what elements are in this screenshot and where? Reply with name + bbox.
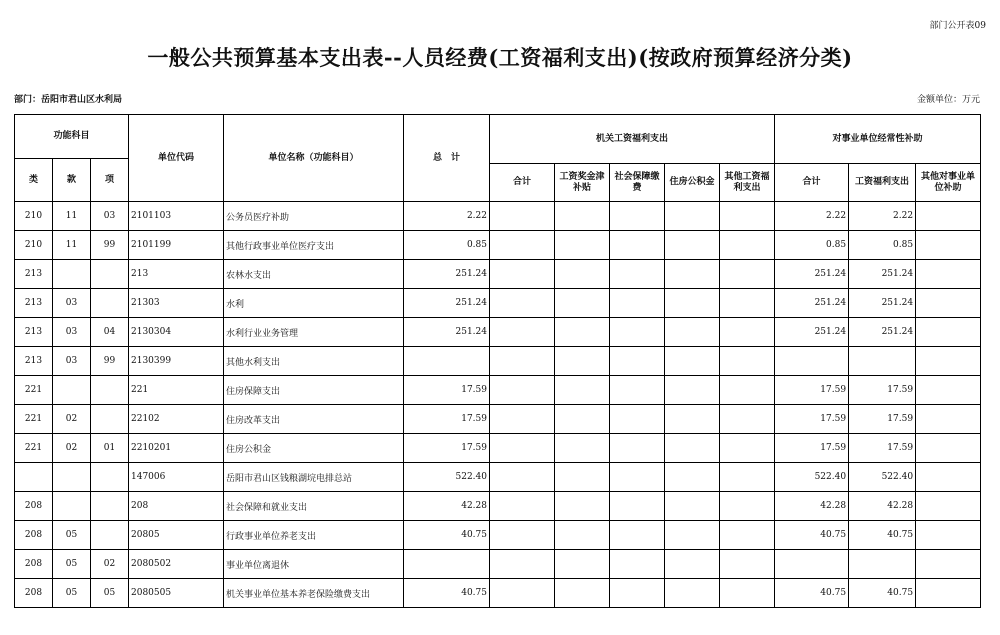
cell-total: 17.59 xyxy=(404,376,490,405)
cell-kuan: 11 xyxy=(53,202,91,231)
cell-org-salary xyxy=(555,347,610,376)
header-func-subject: 功能科目 xyxy=(15,115,129,159)
cell-inst-sum: 522.40 xyxy=(775,463,849,492)
cell-unit-name: 其他水利支出 xyxy=(224,347,404,376)
cell-inst-other xyxy=(916,289,981,318)
cell-org-social xyxy=(610,521,665,550)
cell-lei: 208 xyxy=(15,550,53,579)
cell-unit-name: 社会保障和就业支出 xyxy=(224,492,404,521)
cell-org-other xyxy=(720,202,775,231)
cell-lei xyxy=(15,463,53,492)
cell-inst-other xyxy=(916,202,981,231)
cell-org-sum xyxy=(490,289,555,318)
cell-total: 251.24 xyxy=(404,318,490,347)
cell-xiang xyxy=(91,260,129,289)
cell-inst-sum: 40.75 xyxy=(775,579,849,608)
cell-kuan xyxy=(53,463,91,492)
cell-inst-other xyxy=(916,550,981,579)
cell-org-sum xyxy=(490,376,555,405)
cell-unit-code: 208 xyxy=(129,492,224,521)
cell-org-social xyxy=(610,289,665,318)
cell-org-housing xyxy=(665,202,720,231)
table-row xyxy=(15,347,981,376)
cell-inst-other xyxy=(916,231,981,260)
cell-inst-sum xyxy=(775,347,849,376)
cell-inst-salary: 40.75 xyxy=(849,521,916,550)
cell-kuan: 05 xyxy=(53,521,91,550)
cell-lei: 210 xyxy=(15,202,53,231)
cell-kuan: 03 xyxy=(53,289,91,318)
header-org-salary-group: 机关工资福利支出 xyxy=(490,115,775,164)
cell-org-other xyxy=(720,579,775,608)
cell-kuan: 03 xyxy=(53,347,91,376)
cell-xiang: 99 xyxy=(91,347,129,376)
cell-unit-name: 岳阳市君山区钱粮湖垸电排总站 xyxy=(224,463,404,492)
cell-total: 40.75 xyxy=(404,521,490,550)
table-row xyxy=(15,202,981,231)
cell-org-other xyxy=(720,231,775,260)
cell-inst-sum: 251.24 xyxy=(775,318,849,347)
cell-total: 251.24 xyxy=(404,260,490,289)
cell-xiang xyxy=(91,521,129,550)
cell-inst-salary: 251.24 xyxy=(849,260,916,289)
cell-unit-code: 221 xyxy=(129,376,224,405)
cell-lei: 213 xyxy=(15,347,53,376)
cell-org-salary xyxy=(555,289,610,318)
cell-org-other xyxy=(720,376,775,405)
cell-org-housing xyxy=(665,318,720,347)
cell-unit-name: 机关事业单位基本养老保险缴费支出 xyxy=(224,579,404,608)
cell-lei: 221 xyxy=(15,405,53,434)
cell-org-salary xyxy=(555,521,610,550)
cell-org-housing xyxy=(665,521,720,550)
cell-inst-other xyxy=(916,260,981,289)
cell-inst-sum: 17.59 xyxy=(775,405,849,434)
cell-org-social xyxy=(610,579,665,608)
cell-org-sum xyxy=(490,202,555,231)
table-row xyxy=(15,260,981,289)
cell-inst-salary: 42.28 xyxy=(849,492,916,521)
cell-kuan: 05 xyxy=(53,550,91,579)
cell-org-sum xyxy=(490,318,555,347)
header-inst-subsidy-group: 对事业单位经常性补助 xyxy=(775,115,981,164)
cell-total: 2.22 xyxy=(404,202,490,231)
cell-unit-code: 2130399 xyxy=(129,347,224,376)
cell-org-salary xyxy=(555,405,610,434)
cell-org-social xyxy=(610,550,665,579)
cell-inst-other xyxy=(916,521,981,550)
cell-org-sum xyxy=(490,231,555,260)
cell-xiang: 02 xyxy=(91,550,129,579)
cell-total xyxy=(404,550,490,579)
cell-org-housing xyxy=(665,376,720,405)
cell-org-sum xyxy=(490,347,555,376)
cell-xiang: 03 xyxy=(91,202,129,231)
cell-org-social xyxy=(610,434,665,463)
header-unit-code: 单位代码 xyxy=(129,115,224,202)
cell-org-housing xyxy=(665,492,720,521)
cell-inst-other xyxy=(916,376,981,405)
cell-org-social xyxy=(610,492,665,521)
cell-unit-code: 2101103 xyxy=(129,202,224,231)
cell-unit-code: 2080502 xyxy=(129,550,224,579)
currency-unit-label: 金额单位：万元 xyxy=(916,95,980,105)
cell-unit-name: 事业单位离退休 xyxy=(224,550,404,579)
cell-lei: 208 xyxy=(15,521,53,550)
cell-org-housing xyxy=(665,463,720,492)
cell-unit-name: 公务员医疗补助 xyxy=(224,202,404,231)
table-row xyxy=(15,434,981,463)
header-lei: 类 xyxy=(15,159,53,202)
cell-org-sum xyxy=(490,405,555,434)
header-inst-salary: 工资福利支出 xyxy=(849,164,916,202)
page-title: 一般公共预算基本支出表--人员经费(工资福利支出)(按政府预算经济分类) xyxy=(147,45,853,70)
header-unit-name: 单位名称（功能科目） xyxy=(224,115,404,202)
cell-org-other xyxy=(720,521,775,550)
cell-org-social xyxy=(610,318,665,347)
cell-org-sum xyxy=(490,434,555,463)
cell-inst-salary: 2.22 xyxy=(849,202,916,231)
cell-unit-code: 22102 xyxy=(129,405,224,434)
cell-org-housing xyxy=(665,405,720,434)
cell-xiang: 04 xyxy=(91,318,129,347)
cell-org-salary xyxy=(555,202,610,231)
cell-unit-code: 2130304 xyxy=(129,318,224,347)
cell-org-sum xyxy=(490,463,555,492)
cell-org-other xyxy=(720,289,775,318)
cell-org-housing xyxy=(665,347,720,376)
cell-xiang: 05 xyxy=(91,579,129,608)
cell-org-salary xyxy=(555,434,610,463)
table-row xyxy=(15,318,981,347)
cell-kuan: 11 xyxy=(53,231,91,260)
table-row xyxy=(15,463,981,492)
cell-org-other xyxy=(720,318,775,347)
header-org-other: 其他工资福利支出 xyxy=(720,164,775,202)
cell-lei: 221 xyxy=(15,434,53,463)
cell-unit-name: 住房改革支出 xyxy=(224,405,404,434)
cell-unit-code: 20805 xyxy=(129,521,224,550)
cell-lei: 213 xyxy=(15,318,53,347)
cell-total: 251.24 xyxy=(404,289,490,318)
table-row xyxy=(15,405,981,434)
header-org-sum: 合计 xyxy=(490,164,555,202)
header-total: 总 计 xyxy=(404,115,490,202)
cell-org-sum xyxy=(490,521,555,550)
cell-org-social xyxy=(610,231,665,260)
cell-org-salary xyxy=(555,376,610,405)
cell-org-other xyxy=(720,405,775,434)
cell-inst-sum: 42.28 xyxy=(775,492,849,521)
cell-xiang xyxy=(91,405,129,434)
cell-inst-salary: 251.24 xyxy=(849,289,916,318)
cell-org-salary xyxy=(555,231,610,260)
header-org-salary: 工资奖金津补贴 xyxy=(555,164,610,202)
cell-kuan: 05 xyxy=(53,579,91,608)
cell-xiang: 99 xyxy=(91,231,129,260)
cell-org-housing xyxy=(665,260,720,289)
table-row xyxy=(15,492,981,521)
cell-unit-name: 农林水支出 xyxy=(224,260,404,289)
cell-lei: 213 xyxy=(15,260,53,289)
form-number: 部门公开表09 xyxy=(929,21,986,31)
cell-inst-sum: 17.59 xyxy=(775,376,849,405)
cell-inst-salary xyxy=(849,550,916,579)
cell-org-social xyxy=(610,260,665,289)
cell-inst-other xyxy=(916,347,981,376)
cell-lei: 208 xyxy=(15,579,53,608)
cell-inst-sum xyxy=(775,550,849,579)
cell-org-social xyxy=(610,376,665,405)
expenditure-table xyxy=(14,114,981,608)
cell-unit-code: 2080505 xyxy=(129,579,224,608)
cell-inst-other xyxy=(916,463,981,492)
cell-org-other xyxy=(720,463,775,492)
header-org-social: 社会保障缴费 xyxy=(610,164,665,202)
table-row xyxy=(15,231,981,260)
cell-inst-other xyxy=(916,405,981,434)
cell-inst-sum: 251.24 xyxy=(775,260,849,289)
cell-inst-other xyxy=(916,492,981,521)
department-label: 部门：岳阳市君山区水利局 xyxy=(14,95,123,105)
cell-unit-name: 行政事业单位养老支出 xyxy=(224,521,404,550)
cell-inst-salary: 40.75 xyxy=(849,579,916,608)
cell-xiang xyxy=(91,463,129,492)
cell-total: 522.40 xyxy=(404,463,490,492)
cell-inst-other xyxy=(916,579,981,608)
cell-inst-sum: 17.59 xyxy=(775,434,849,463)
cell-inst-salary xyxy=(849,347,916,376)
cell-inst-other xyxy=(916,434,981,463)
cell-unit-name: 住房保障支出 xyxy=(224,376,404,405)
cell-org-other xyxy=(720,434,775,463)
cell-lei: 213 xyxy=(15,289,53,318)
cell-unit-code: 147006 xyxy=(129,463,224,492)
cell-lei: 221 xyxy=(15,376,53,405)
cell-inst-salary: 0.85 xyxy=(849,231,916,260)
cell-org-salary xyxy=(555,579,610,608)
cell-xiang xyxy=(91,376,129,405)
cell-org-social xyxy=(610,463,665,492)
cell-kuan: 02 xyxy=(53,405,91,434)
header-kuan: 款 xyxy=(53,159,91,202)
table-row xyxy=(15,376,981,405)
cell-lei: 210 xyxy=(15,231,53,260)
cell-unit-code: 213 xyxy=(129,260,224,289)
header-xiang: 项 xyxy=(91,159,129,202)
cell-org-housing xyxy=(665,579,720,608)
cell-org-social xyxy=(610,347,665,376)
cell-xiang: 01 xyxy=(91,434,129,463)
cell-org-housing xyxy=(665,434,720,463)
cell-unit-name: 其他行政事业单位医疗支出 xyxy=(224,231,404,260)
cell-inst-salary: 17.59 xyxy=(849,405,916,434)
cell-org-housing xyxy=(665,289,720,318)
cell-unit-code: 21303 xyxy=(129,289,224,318)
cell-kuan xyxy=(53,260,91,289)
cell-org-social xyxy=(610,202,665,231)
cell-kuan: 03 xyxy=(53,318,91,347)
header-inst-other: 其他对事业单位补助 xyxy=(916,164,981,202)
cell-xiang xyxy=(91,492,129,521)
cell-xiang xyxy=(91,289,129,318)
cell-unit-name: 水利 xyxy=(224,289,404,318)
cell-inst-salary: 17.59 xyxy=(849,434,916,463)
cell-org-other xyxy=(720,260,775,289)
cell-unit-name: 水利行业业务管理 xyxy=(224,318,404,347)
cell-total: 40.75 xyxy=(404,579,490,608)
cell-inst-sum: 2.22 xyxy=(775,202,849,231)
cell-org-salary xyxy=(555,550,610,579)
cell-org-sum xyxy=(490,579,555,608)
cell-inst-sum: 0.85 xyxy=(775,231,849,260)
table-row xyxy=(15,289,981,318)
cell-org-other xyxy=(720,492,775,521)
cell-unit-code: 2210201 xyxy=(129,434,224,463)
cell-org-housing xyxy=(665,550,720,579)
cell-kuan: 02 xyxy=(53,434,91,463)
table-row xyxy=(15,550,981,579)
cell-total: 17.59 xyxy=(404,405,490,434)
cell-inst-salary: 522.40 xyxy=(849,463,916,492)
cell-inst-salary: 251.24 xyxy=(849,318,916,347)
cell-org-housing xyxy=(665,231,720,260)
table-row xyxy=(15,579,981,608)
cell-org-social xyxy=(610,405,665,434)
cell-inst-salary: 17.59 xyxy=(849,376,916,405)
cell-org-salary xyxy=(555,492,610,521)
cell-org-salary xyxy=(555,463,610,492)
cell-org-sum xyxy=(490,260,555,289)
cell-lei: 208 xyxy=(15,492,53,521)
cell-inst-sum: 251.24 xyxy=(775,289,849,318)
cell-total xyxy=(404,347,490,376)
table-row xyxy=(15,521,981,550)
cell-kuan xyxy=(53,492,91,521)
cell-org-sum xyxy=(490,492,555,521)
cell-inst-sum: 40.75 xyxy=(775,521,849,550)
cell-total: 0.85 xyxy=(404,231,490,260)
header-org-housing: 住房公积金 xyxy=(665,164,720,202)
cell-total: 42.28 xyxy=(404,492,490,521)
cell-org-salary xyxy=(555,260,610,289)
cell-inst-other xyxy=(916,318,981,347)
cell-total: 17.59 xyxy=(404,434,490,463)
cell-unit-name: 住房公积金 xyxy=(224,434,404,463)
cell-org-other xyxy=(720,550,775,579)
table-body xyxy=(15,202,981,608)
cell-org-salary xyxy=(555,318,610,347)
cell-org-other xyxy=(720,347,775,376)
cell-org-sum xyxy=(490,550,555,579)
cell-kuan xyxy=(53,376,91,405)
cell-unit-code: 2101199 xyxy=(129,231,224,260)
header-inst-sum: 合计 xyxy=(775,164,849,202)
